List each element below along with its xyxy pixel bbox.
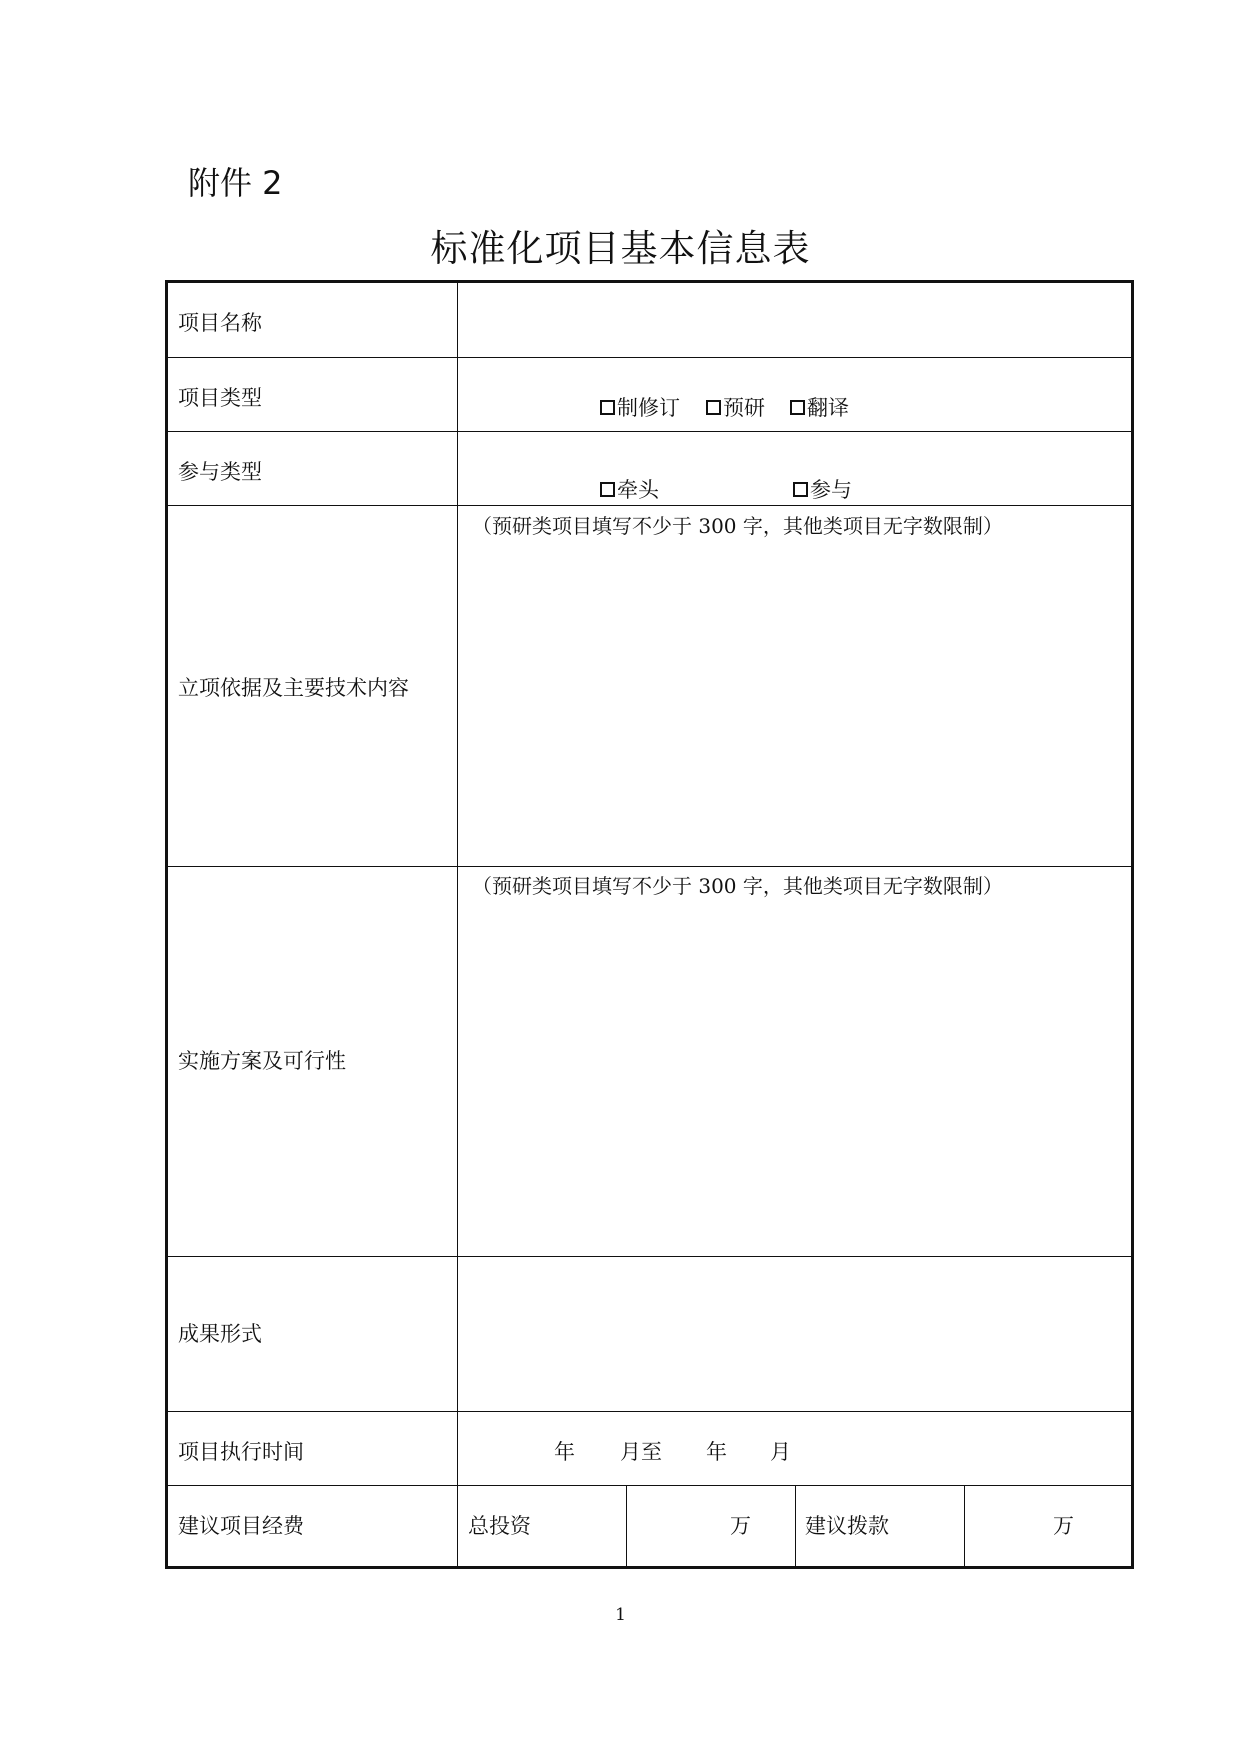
column-divider: [457, 282, 458, 1567]
option-label: 参与: [810, 478, 852, 502]
project-type-label: 项目类型: [178, 386, 262, 410]
period-year-start: 年: [554, 1440, 575, 1464]
grant-label: 建议拨款: [805, 1514, 889, 1538]
row-divider: [167, 505, 1132, 506]
row-divider: [167, 431, 1132, 432]
period-label: 项目执行时间: [178, 1440, 304, 1464]
checkbox-icon: [793, 482, 808, 497]
budget-label: 建议项目经费: [178, 1514, 304, 1538]
option-label: 牵头: [617, 478, 659, 502]
column-divider: [964, 1486, 965, 1567]
period-month-start: 月至: [620, 1440, 662, 1464]
project-name-label: 项目名称: [178, 311, 262, 335]
total-investment-unit: 万: [730, 1514, 751, 1538]
plan-note: （预研类项目填写不少于 300 字，其他类项目无字数限制）: [472, 874, 1003, 898]
checkbox-lead[interactable]: [600, 474, 659, 504]
period-month-end: 月: [770, 1440, 791, 1464]
option-label: 制修订: [617, 396, 680, 420]
column-divider: [626, 1486, 627, 1567]
form-title: 标准化项目基本信息表: [430, 227, 811, 270]
period-year-end: 年: [706, 1440, 727, 1464]
checkbox-translation[interactable]: [790, 392, 849, 422]
total-investment-label: 总投资: [468, 1514, 531, 1538]
checkbox-revision[interactable]: [600, 392, 680, 422]
row-divider: [167, 1411, 1132, 1412]
row-divider: [167, 866, 1132, 867]
basis-label: 立项依据及主要技术内容: [178, 676, 409, 700]
project-name-field[interactable]: [460, 284, 1130, 356]
basis-field[interactable]: [460, 540, 1130, 864]
column-divider: [795, 1486, 796, 1567]
row-divider: [167, 1485, 1132, 1486]
basis-note: （预研类项目填写不少于 300 字，其他类项目无字数限制）: [472, 514, 1003, 538]
attachment-label: 附件 2: [188, 164, 283, 202]
option-label: 预研: [723, 396, 765, 420]
checkbox-preresearch[interactable]: [706, 392, 765, 422]
row-divider: [167, 357, 1132, 358]
plan-field[interactable]: [460, 900, 1130, 1254]
deliverable-field[interactable]: [460, 1258, 1130, 1409]
deliverable-label: 成果形式: [178, 1322, 262, 1346]
plan-label: 实施方案及可行性: [178, 1049, 346, 1073]
checkbox-icon: [706, 400, 721, 415]
participation-type-label: 参与类型: [178, 460, 262, 484]
grant-unit: 万: [1053, 1514, 1074, 1538]
page-number: 1: [615, 1605, 626, 1625]
option-label: 翻译: [807, 396, 849, 420]
checkbox-participate[interactable]: [793, 474, 852, 504]
checkbox-icon: [600, 400, 615, 415]
checkbox-icon: [600, 482, 615, 497]
row-divider: [167, 1256, 1132, 1257]
checkbox-icon: [790, 400, 805, 415]
